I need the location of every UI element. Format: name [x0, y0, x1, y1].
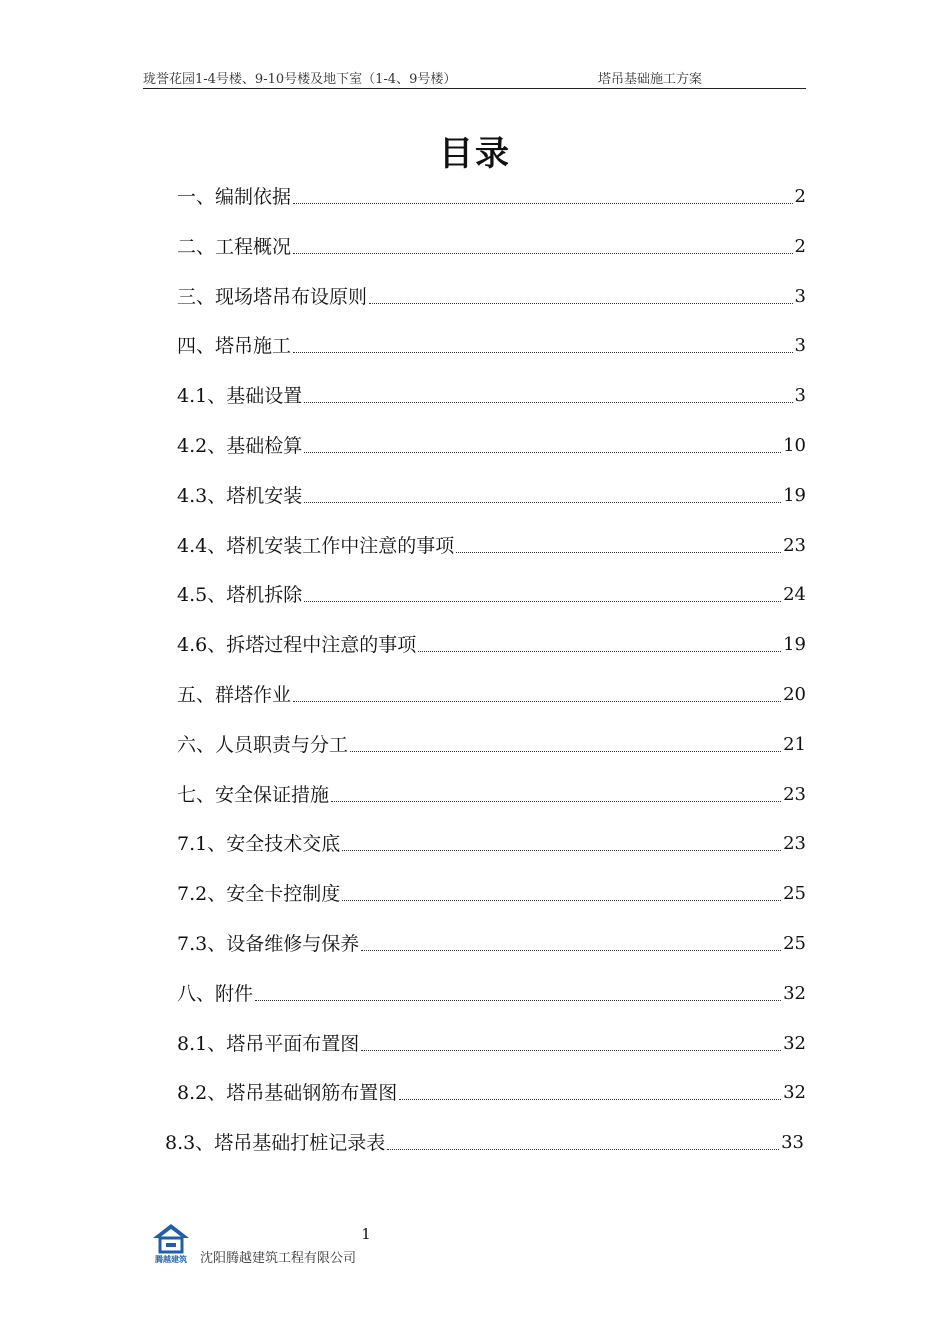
- page-title: 目录: [439, 134, 511, 174]
- toc-entry-label: 一、编制依据: [177, 186, 292, 208]
- toc-entry[interactable]: [177, 830, 806, 858]
- toc-dot-leader: [350, 751, 781, 752]
- toc-entry[interactable]: [177, 980, 806, 1008]
- toc-entry-page: 23: [783, 783, 806, 805]
- toc-entry[interactable]: [177, 332, 806, 360]
- toc-entry-label: 7.2、安全卡控制度: [177, 883, 341, 906]
- toc-dot-leader: [255, 1000, 781, 1001]
- toc-entry[interactable]: [165, 1129, 804, 1157]
- toc-entry-label: 4.1、基础设置: [177, 385, 303, 408]
- toc-entry-label: 4.5、塔机拆除: [177, 584, 303, 607]
- toc-entry-label: 二、工程概况: [177, 235, 292, 258]
- toc-entry[interactable]: [177, 482, 806, 510]
- toc-entry[interactable]: [177, 233, 806, 261]
- toc-dot-leader: [361, 1050, 781, 1051]
- toc-entry-label: 八、附件: [177, 982, 254, 1005]
- toc-entry-label: 4.3、塔机安装: [177, 484, 303, 507]
- toc-dot-leader: [304, 402, 792, 403]
- company-logo-icon: [151, 1222, 191, 1266]
- toc-dot-leader: [293, 701, 781, 702]
- toc-entry-label: 8.1、塔吊平面布置图: [177, 1032, 360, 1055]
- toc-entry-label: 7.1、安全技术交底: [177, 833, 341, 856]
- toc-dot-leader: [293, 352, 793, 353]
- toc-dot-leader: [293, 253, 793, 254]
- toc-entry[interactable]: [177, 382, 806, 410]
- toc-entry[interactable]: [177, 631, 806, 659]
- toc-entry-label: 8.3、塔吊基础打桩记录表: [165, 1132, 386, 1155]
- company-name: 沈阳腾越建筑工程有限公司: [200, 1251, 357, 1266]
- page-number: 1: [361, 1225, 371, 1243]
- toc-entry-page: 2: [794, 186, 806, 207]
- toc-entry-label: 三、现场塔吊布设原则: [177, 285, 368, 308]
- toc-entry-page: 32: [783, 1032, 806, 1054]
- toc-entry-page: 19: [783, 484, 806, 506]
- toc-dot-leader: [387, 1149, 779, 1150]
- toc-entry-label: 五、群塔作业: [177, 684, 292, 706]
- header-document-title: 塔吊基础施工方案: [598, 72, 703, 87]
- toc-entry-page: 19: [783, 634, 806, 656]
- toc-dot-leader: [369, 303, 793, 304]
- toc-entry[interactable]: [177, 930, 806, 958]
- toc-entry-page: 23: [783, 534, 806, 556]
- toc-entry-page: 21: [783, 733, 806, 755]
- toc-entry[interactable]: [177, 1079, 806, 1107]
- toc-dot-leader: [331, 801, 781, 802]
- toc-dot-leader: [304, 452, 781, 453]
- toc-dot-leader: [456, 552, 781, 553]
- toc-entry-label: 4.6、拆塔过程中注意的事项: [177, 634, 417, 657]
- toc-entry[interactable]: [177, 581, 806, 609]
- toc-entry-label: 七、安全保证措施: [177, 783, 330, 806]
- toc-entry[interactable]: [177, 432, 806, 460]
- toc-entry-page: 25: [783, 933, 806, 954]
- toc-dot-leader: [399, 1099, 781, 1100]
- toc-dot-leader: [418, 651, 781, 652]
- toc-entry-page: 25: [783, 883, 806, 905]
- toc-dot-leader: [293, 203, 793, 204]
- toc-dot-leader: [342, 850, 781, 851]
- toc-dot-leader: [304, 601, 781, 602]
- toc-dot-leader: [342, 900, 781, 901]
- toc-entry[interactable]: [177, 681, 806, 709]
- toc-entry-page: 3: [794, 335, 806, 357]
- toc-entry-label: 4.4、塔机安装工作中注意的事项: [177, 534, 455, 557]
- toc-dot-leader: [304, 502, 781, 503]
- toc-entry-page: 3: [794, 285, 806, 307]
- toc-dot-leader: [361, 950, 781, 951]
- toc-entry-page: 33: [781, 1132, 804, 1154]
- toc-entry-page: 24: [783, 584, 806, 606]
- toc-entry-page: 2: [794, 235, 806, 257]
- toc-entry-page: 32: [783, 982, 806, 1004]
- toc-entry-page: 10: [783, 435, 806, 456]
- toc-entry-label: 4.2、基础检算: [177, 435, 303, 457]
- toc-entry-label: 7.3、设备维修与保养: [177, 933, 360, 955]
- toc-entry-label: 8.2、塔吊基础钢筋布置图: [177, 1082, 398, 1105]
- toc-entry[interactable]: [177, 183, 806, 211]
- toc-entry-page: 3: [794, 385, 806, 407]
- toc-entry[interactable]: [177, 532, 806, 560]
- toc-entry-label: 四、塔吊施工: [177, 335, 292, 358]
- header-project-name: 珑誉花园1-4号楼、9-10号楼及地下室（1-4、9号楼）: [143, 72, 457, 87]
- toc-entry[interactable]: [177, 781, 806, 809]
- toc-entry[interactable]: [177, 1030, 806, 1058]
- toc-entry-page: 23: [783, 833, 806, 855]
- toc-entry-page: 20: [783, 684, 806, 705]
- logo-text: 腾越建筑: [155, 1255, 187, 1264]
- toc-entry[interactable]: [177, 731, 806, 759]
- toc-entry[interactable]: [177, 880, 806, 908]
- toc-entry-label: 六、人员职责与分工: [177, 733, 349, 756]
- toc-entry[interactable]: [177, 283, 806, 311]
- toc-entry-page: 32: [783, 1082, 806, 1104]
